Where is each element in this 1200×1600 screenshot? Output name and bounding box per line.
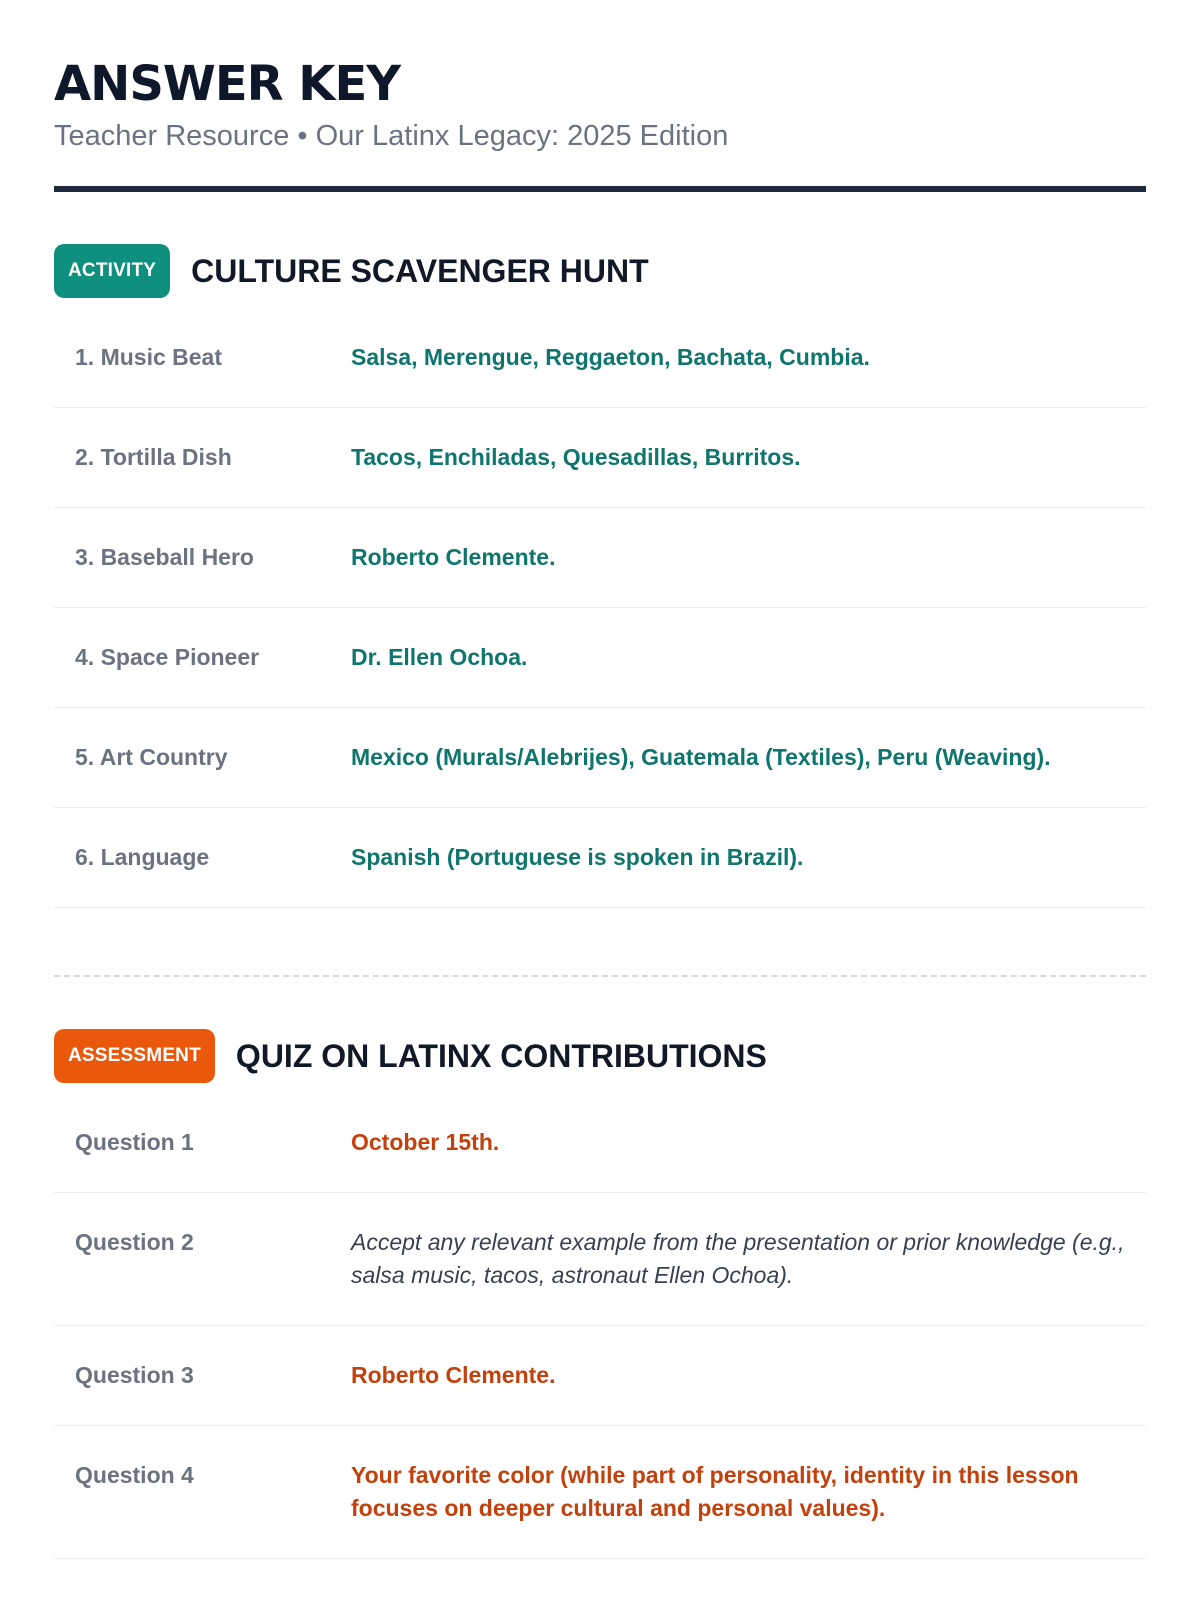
- answer-label: 6. Language: [75, 844, 210, 870]
- answer-text: Salsa, Merengue, Reggaeton, Bachata, Cumbia.: [351, 344, 870, 370]
- quiz-answers: [54, 1093, 1146, 1559]
- question-label: Question 2: [75, 1229, 194, 1255]
- question-label: Question 1: [75, 1129, 194, 1155]
- answer-label: 1. Music Beat: [75, 344, 222, 370]
- page-subtitle: Teacher Resource • Our Latinx Legacy: 2025 Edition: [54, 120, 729, 152]
- question-answer: Accept any relevant example from the presentation or prior knowledge (e.g., salsa music, tacos, astronaut Ellen Ochoa).: [351, 1229, 1125, 1288]
- assessment-section-title: QUIZ ON LATINX CONTRIBUTIONS: [235, 1037, 767, 1074]
- page-title: ANSWER KEY: [54, 56, 401, 112]
- answer-label: 4. Space Pioneer: [75, 644, 260, 670]
- question-answer: Your favorite color (while part of personality, identity in this lesson focuses on deeper cultural and personal values).: [351, 1462, 1079, 1521]
- activity-section-header: [54, 244, 1146, 298]
- question-label: Question 4: [75, 1462, 194, 1488]
- scavenger-hunt-answers: [54, 308, 1146, 908]
- answer-row: [54, 508, 1146, 608]
- answer-text: Tacos, Enchiladas, Quesadillas, Burritos.: [351, 444, 801, 470]
- question-answer: Roberto Clemente.: [351, 1362, 556, 1388]
- answer-label: 5. Art Country: [75, 744, 228, 770]
- quiz-row: [54, 1193, 1146, 1326]
- quiz-row: [54, 1426, 1146, 1559]
- assessment-section-header: [54, 1029, 1146, 1083]
- assessment-badge: ASSESSMENT: [54, 1029, 215, 1083]
- answer-row: [54, 408, 1146, 508]
- answer-text: Spanish (Portuguese is spoken in Brazil).: [351, 844, 804, 870]
- header-divider: [54, 186, 1146, 192]
- quiz-row: [54, 1326, 1146, 1426]
- section-divider: [54, 975, 1146, 977]
- answer-label: 3. Baseball Hero: [75, 544, 254, 570]
- answer-text: Dr. Ellen Ochoa.: [351, 644, 528, 670]
- answer-label: 2. Tortilla Dish: [75, 444, 232, 470]
- answer-text: Mexico (Murals/Alebrijes), Guatemala (Textiles), Peru (Weaving).: [351, 744, 1051, 770]
- quiz-row: [54, 1093, 1146, 1193]
- answer-row: [54, 608, 1146, 708]
- question-label: Question 3: [75, 1362, 194, 1388]
- activity-section-title: CULTURE SCAVENGER HUNT: [191, 252, 649, 289]
- activity-badge: ACTIVITY: [54, 244, 170, 298]
- question-answer: October 15th.: [351, 1129, 500, 1155]
- answer-row: [54, 708, 1146, 808]
- answer-text: Roberto Clemente.: [351, 544, 556, 570]
- answer-row: [54, 308, 1146, 408]
- answer-row: [54, 808, 1146, 908]
